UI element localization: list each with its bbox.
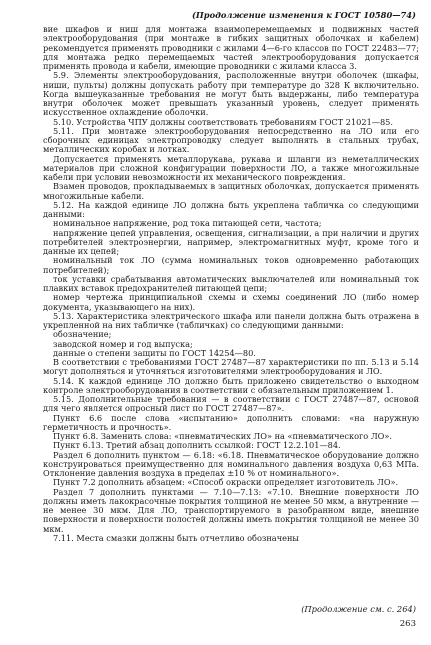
paragraph: Раздел 7 дополнить пунктами — 7.10—7.13: «7.10. Внешние поверхности ЛО должны иметь лакокрасочные покрытия толщиной не менее 50 мкм, а внутренние — не менее 30 мкм. Для ЛО, транспортируемого в разобранном виде, внешние поверхности и поверхности полостей должны иметь покрытия толщиной не менее 30 мкм. — [43, 486, 419, 534]
paragraph: 5.12. На каждой единице ЛО должна быть укреплена табличка со следующими данными: — [43, 199, 419, 219]
paragraph: 5.13. Характеристика электрического шкафа или панели должна быть отражена в укрепленной на них табличке (табличках) со следующими данными: — [43, 310, 419, 330]
paragraph: 5.15. Дополнительные требования — в соответствии с ГОСТ 27487—87, основой для чего является опросный лист по ГОСТ 27487—87». — [43, 394, 419, 414]
paragraph: ток уставки срабатывания автоматических выключателей или номинальный ток плавких вставок предохранителей питающей цепи; — [43, 273, 419, 293]
paragraph: 5.10. Устройства ЧПУ должны соответствовать требованиям ГОСТ 21021—85. — [53, 116, 393, 127]
paragraph: 5.14. К каждой единице ЛО должно быть приложено свидетельство о выходном контроле электрооборудования в соответствии с обязательным приложением 1. — [43, 375, 419, 395]
paragraph: 5.9. Элементы электрооборудования, расположенные внутри оболочек (шкафы, ниши, пульты) должны допускать работу при температуре до 328 К включительно. Когда вышеуказанные требования не могут быть выдержаны, либо температура внутри оболочек может превышать указанный уровень, следует применять искусственное охлаждение оболочки. — [43, 70, 419, 118]
paragraph: заводской номер и год выпуска; — [53, 338, 193, 349]
paragraph: Пункт 6.13. Третий абзац дополнить ссылкой: ГОСТ 12.2.101—84. — [53, 440, 341, 451]
paragraph: номинальный ток ЛО (сумма номинальных токов одновременно работающих потребителей); — [43, 255, 419, 275]
paragraph: данные о степени защиты по ГОСТ 14254—80. — [53, 347, 256, 358]
paragraph: Раздел 6 дополнить пунктом — 6.18: «6.18. Пневматическое оборудование должно конструироваться преимущественно для номинального давления воздуха 0,63 МПа. Отклонение давления воздуха в пределах ±10 % от номинального». — [43, 449, 419, 478]
page-number: 263 — [399, 619, 416, 629]
paragraph: Взамен проводов, прокладываемых в защитных оболочках, допускается применять многожильные кабели. — [43, 181, 419, 201]
paragraph: номинальное напряжение, род тока питающей сети, частота; — [53, 218, 322, 229]
paragraph: обозначение; — [53, 329, 112, 340]
paragraph: Пункт 6.6 после слова «испытанию» дополнить словами: «на наружную герметичность и прочность». — [43, 412, 419, 432]
body-text — [43, 25, 419, 543]
running-header: (Продолжение изменения к ГОСТ 10580—74) — [192, 10, 416, 20]
paragraph: 7.11. Места смазки должны быть отчетливо обозначены — [53, 532, 299, 543]
paragraph: напряжение цепей управления, освещения, сигнализации, а при наличии и других потребителей электроэнергии, например, электромагнитных муфт, кроме того и данные их цепей; — [43, 227, 419, 256]
paragraph: Пункт 6.8. Заменить слова: «пневматических ЛО» на «пневматического ЛО». — [53, 431, 392, 441]
paragraph: Допускается применять металлорукава, рукава и шланги из неметаллических материалов при сложной конфигурации поверхности ЛО, а также многожильные кабели при условии невозможности их механического повреждения. — [43, 153, 419, 182]
paragraph: Пункт 7.2 дополнить абзацем: «Способ окраски определяет изготовитель ЛО». — [53, 477, 399, 488]
paragraph: В соответствии с требованиями ГОСТ 27487—87 характеристики по пп. 5.13 и 5.14 могут дополняться и уточняться изготовителями электрооборудования и ЛО. — [43, 357, 419, 377]
paragraph: вие шкафов и ниш для монтажа взаимоперемещаемых и подвижных частей электрооборудования (при монтаже в гибких защитных оболочках и кабелем) рекомендуется применять проводники с жилами 4—6-го классов по ГОСТ 22483—77; для монтажа редко перемещаемых частей электрооборудования допускается применять провода и кабели, имеющие проводники с жилами класса 3. — [43, 24, 419, 71]
paragraph: 5.11. При монтаже электрооборудования непосредственно на ЛО или его сборочных единицах электропроводку следует выполнять в стальных трубах, металлических коробах и лотках. — [43, 125, 419, 155]
continuation-note: (Продолжение см. с. 264) — [301, 604, 416, 614]
paragraph: номер чертежа принципиальной схемы и схемы соединений ЛО (либо номер документа, указывающего на них). — [43, 292, 419, 312]
